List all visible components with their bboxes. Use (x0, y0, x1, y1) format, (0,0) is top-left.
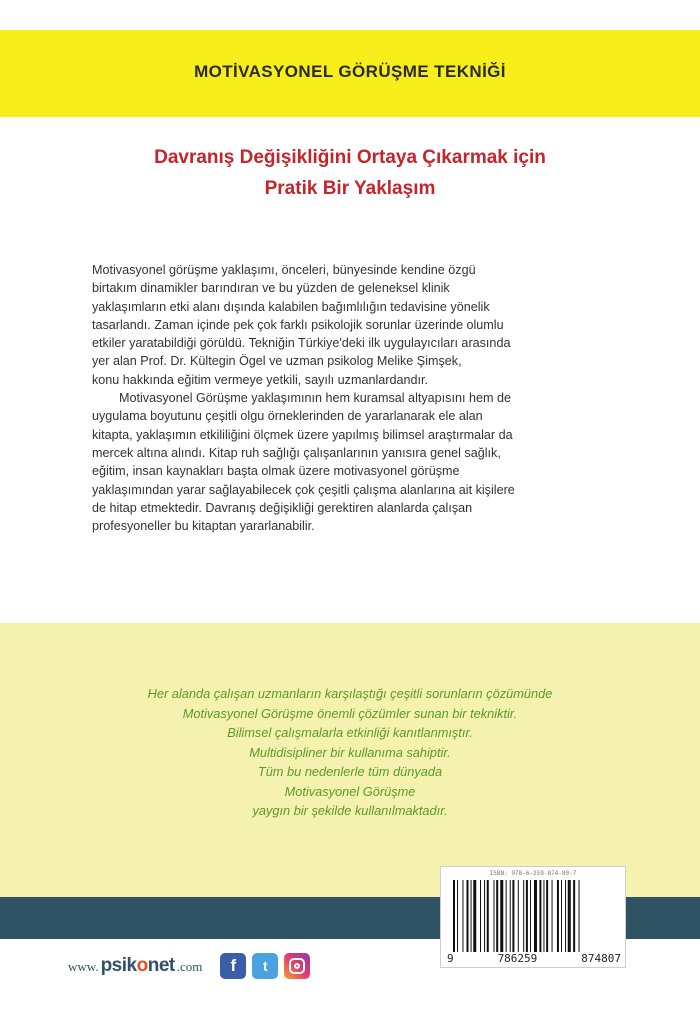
paragraph-2 (92, 389, 632, 535)
page-title: MOTİVASYONEL GÖRÜŞME TEKNİĞİ (194, 62, 506, 81)
barcode-bar (568, 880, 571, 952)
barcode-digit-group-1: 786259 (497, 952, 538, 965)
footer (68, 951, 310, 981)
barcode-bar (480, 880, 481, 952)
barcode-bar (471, 880, 472, 952)
barcode-bar (534, 880, 537, 952)
highlight-line: Multidisipliner bir kullanıma sahiptir. (249, 744, 451, 760)
highlight-line: Bilimsel çalışmalarla etkinliği kanıtlanmıştır. (227, 725, 473, 740)
logo-name-o: o (136, 955, 148, 976)
barcode-bar (500, 880, 503, 952)
barcode-bar (453, 880, 455, 952)
text-line: yaklaşımların etki alanı dışında kalabilen bağımlılığın tedavisine yönelik (92, 299, 490, 314)
logo-www: www. (68, 959, 99, 974)
barcode-bar (487, 880, 489, 952)
highlight-line: Motivasyonel Görüşme önemli çözümler sunan bir tekniktir. (182, 705, 518, 721)
subtitle-line-2: Pratik Bir Yaklaşım (264, 178, 436, 199)
barcode-bar (561, 880, 562, 952)
text-line: Motivasyonel Görüşme yaklaşımının hem kuramsal altyapısını hem de (119, 391, 511, 406)
barcode (440, 866, 626, 968)
barcode-bar (543, 880, 544, 952)
barcode-bar (506, 880, 507, 952)
barcode-bar (552, 880, 553, 952)
barcode-bar (467, 880, 469, 952)
barcode-bar (510, 880, 511, 952)
barcode-bars (453, 880, 615, 952)
barcode-bar (494, 880, 495, 952)
barcode-bar (512, 880, 514, 952)
barcode-bar (462, 880, 463, 952)
twitter-icon[interactable]: t (252, 953, 278, 979)
barcode-digits (447, 952, 621, 965)
barcode-bar (557, 880, 559, 952)
barcode-bar (484, 880, 485, 952)
highlight-line: yaygın bir şekilde kullanılmaktadır. (252, 803, 448, 818)
barcode-bar (539, 880, 541, 952)
publisher-logo[interactable] (68, 955, 202, 977)
barcode-bar (530, 880, 531, 952)
text-line: Motivasyonel görüşme yaklaşımı, önceleri, bünyesinde kendine özgü (92, 263, 476, 277)
text-line: mercek altına alındı. Kitap ruh sağlığı çalışanlarının yanısıra genel sağlık, (92, 445, 501, 460)
barcode-digit-group-2: 874807 (581, 952, 621, 965)
logo-name-b: net (147, 955, 175, 976)
top-strip (0, 0, 700, 30)
text-line: yer alan Prof. Dr. Kültegin Ögel ve uzman psikolog Melike Şimşek, (92, 354, 462, 369)
text-line: birtakım dinamikler barındıran ve bu yüzden de geleneksel klinik (92, 281, 450, 296)
text-line: profesyoneller bu kitaptan yararlanabilir. (92, 519, 315, 534)
highlight-text (0, 684, 700, 821)
barcode-bar (565, 880, 566, 952)
text-line: konu hakkında eğitim vermeye yetkili, sayılı uzmanlardandır. (92, 372, 428, 387)
text-line: eğitim, insan kaynakları başta olmak üzere motivasyonel görüşme (92, 464, 460, 479)
barcode-bar (496, 880, 498, 952)
barcode-bar (573, 880, 575, 952)
barcode-bar (523, 880, 524, 952)
text-line: uygulama boyutunu çeşitli olgu örneklerinden de yararlanarak ele alan (92, 409, 483, 424)
subtitle-line-1: Davranış Değişikliğini Ortaya Çıkarmak için (154, 147, 546, 168)
barcode-bar (579, 880, 580, 952)
highlight-line: Motivasyonel Görüşme (284, 783, 416, 799)
barcode-bar (546, 880, 548, 952)
facebook-icon[interactable]: f (220, 953, 246, 979)
social-icons (220, 953, 310, 979)
text-line: tasarlandı. Zaman içinde pek çok farklı psikolojik sorunlar üzerinde olumlu (92, 317, 504, 332)
barcode-bar (457, 880, 458, 952)
barcode-bar (526, 880, 528, 952)
isbn-label: ISBN: 978-6-259-874-80-7 (489, 870, 577, 877)
paragraph-1 (92, 261, 632, 389)
logo-name-a: psik (100, 955, 137, 976)
subtitle (90, 142, 610, 204)
highlight-line: Her alanda çalışan uzmanların karşılaştığı çeşitli sorunların çözümünde (147, 686, 553, 701)
barcode-bar (518, 880, 519, 952)
logo-com: .com (176, 959, 203, 974)
barcode-digit-lead: 9 (447, 952, 454, 965)
body-text (92, 261, 632, 535)
highlight-line: Tüm bu nedenlerle tüm dünyada (257, 764, 443, 779)
barcode-bar (473, 880, 476, 952)
text-line: kitapta, yaklaşımın etkililiğini ölçmek üzere yapılmış bilimsel araştırmalar da (92, 427, 513, 442)
instagram-icon[interactable] (284, 953, 310, 979)
text-line: yaklaşımından yarar sağlayabilecek çok çeşitli çalışma alanlarına ait kişilere (92, 482, 515, 497)
logo-name (101, 955, 175, 977)
text-line: etkiler yaratabildiği görüldü. Tekniğin Türkiye'deki ilk uygulayıcıları arasında (92, 336, 511, 351)
text-line: de hitap etmektedir. Davranış değişikliği gerektiren alanlarda çalışan (92, 500, 473, 515)
instagram-ring (289, 958, 305, 974)
